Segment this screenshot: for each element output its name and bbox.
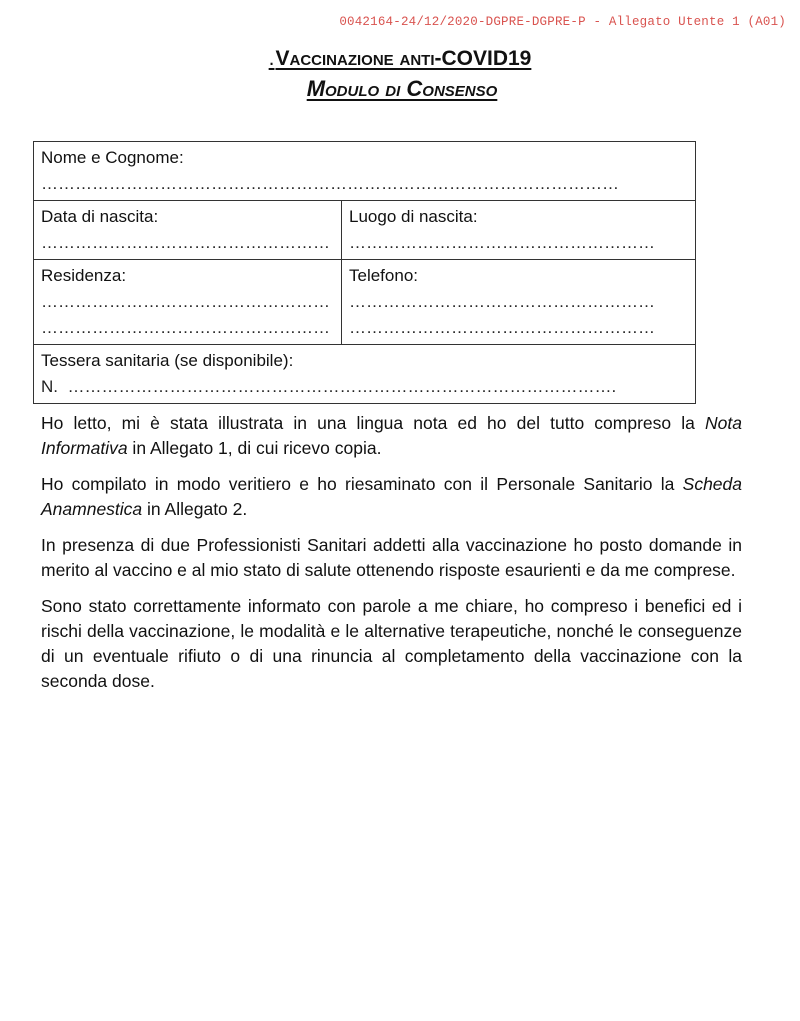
tessera-prefix: N. xyxy=(41,377,58,396)
personal-data-form xyxy=(33,141,696,404)
residenza-label: Residenza: xyxy=(41,266,127,285)
data-nascita-field[interactable] xyxy=(34,201,342,260)
nome-dots: ………………………………………………………………………………………… xyxy=(41,174,619,193)
telefono-label: Telefono: xyxy=(349,266,418,285)
telefono-dots-2: ……………………………………………… xyxy=(349,318,655,337)
title-prefix: . xyxy=(268,47,275,70)
telefono-field[interactable] xyxy=(342,260,696,345)
p1-text-a: Ho letto, mi è stata illustrata in una lingua nota ed ho del tutto compreso la xyxy=(41,413,706,433)
title-text: Vaccinazione anti-COVID19 xyxy=(275,47,532,70)
luogo-nascita-field[interactable] xyxy=(342,201,696,260)
paragraph-4: Sono stato correttamente informato con parole a me chiare, ho compreso i benefici ed i rischi della vaccinazione, le modalità e le alternative terapeutiche, nonché le conseguenze di un eventuale rifiuto o di una rinuncia al completamento della vaccinazione con la seconda dose. xyxy=(41,596,742,691)
p2-emphasis: Scheda Anamnestica xyxy=(41,474,742,519)
tessera-row xyxy=(34,345,696,404)
tessera-line xyxy=(41,374,688,400)
residenza-dots-2: …………………………………………… xyxy=(41,318,330,337)
nascita-row xyxy=(34,201,696,260)
luogo-nascita-dots: ……………………………………………… xyxy=(349,233,655,252)
document-title xyxy=(0,47,800,71)
residenza-dots-1: …………………………………………… xyxy=(41,292,330,311)
luogo-nascita-label: Luogo di nascita: xyxy=(349,207,478,226)
telefono-dots-1: ……………………………………………… xyxy=(349,292,655,311)
document-subtitle: Modulo di Consenso xyxy=(306,76,498,101)
consent-text xyxy=(41,411,742,705)
paragraph-2 xyxy=(41,472,742,522)
data-nascita-dots: …………………………………………… xyxy=(41,233,330,252)
nome-label: Nome e Cognome: xyxy=(41,148,184,167)
p1-text-b: in Allegato 1, di cui ricevo copia. xyxy=(127,438,382,458)
p2-text-b: in Allegato 2. xyxy=(142,499,248,519)
data-nascita-label: Data di nascita: xyxy=(41,207,159,226)
p2-text-a: Ho compilato in modo veritiero e ho riesaminato con il Personale Sanitario la xyxy=(41,474,683,494)
residenza-field[interactable] xyxy=(34,260,342,345)
nome-field[interactable] xyxy=(34,142,696,201)
paragraph-1 xyxy=(41,411,742,461)
tessera-dots: ……………………………………………………………………………………. xyxy=(67,377,617,396)
residenza-row xyxy=(34,260,696,345)
paragraph-3: In presenza di due Professionisti Sanitari addetti alla vaccinazione ho posto domande in merito al vaccino e al mio stato di salute ottenendo risposte esaurienti e da me comprese. xyxy=(41,535,742,580)
p1-emphasis: Nota Informativa xyxy=(41,413,742,458)
tessera-label: Tessera sanitaria (se disponibile): xyxy=(41,351,294,370)
protocol-stamp: 0042164-24/12/2020-DGPRE-DGPRE-P - Allegato Utente 1 (A01) xyxy=(339,15,786,29)
tessera-field[interactable] xyxy=(34,345,696,404)
nome-row xyxy=(34,142,696,201)
